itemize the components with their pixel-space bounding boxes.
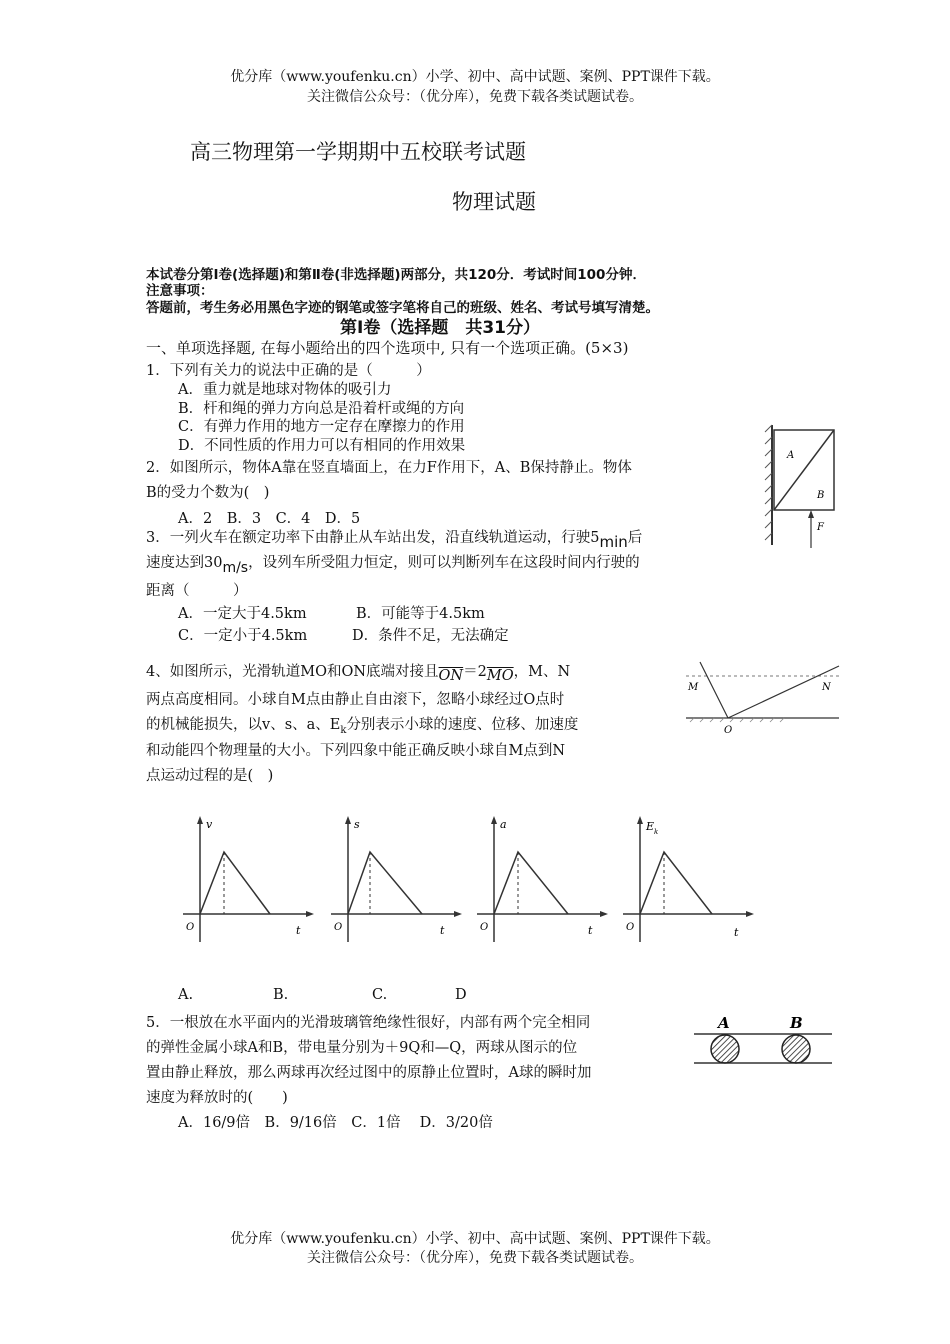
q5-figure (694, 1010, 834, 1070)
graph-b-ylabel: s (354, 818, 360, 831)
q3-line-2b: ，设列车所受阻力恒定，则可以判断列车在这段时间内行驶的 (248, 555, 640, 571)
q4-mo-segment: $\overline{MO}$ (486, 668, 514, 684)
q2-options: A．2 B．3 C．4 D．5 (178, 511, 361, 527)
q4-line-1 (146, 660, 571, 684)
footer-line-1: 优分库（www.youfenku.cn）小学、初中、高中试题、案例、PPT课件下载。 (230, 1231, 720, 1247)
section-heading: 第Ⅰ卷（选择题 共31分） (340, 318, 540, 338)
q1-stem: 1．下列有关力的说法中正确的是（ ） (146, 363, 431, 379)
q4-graph-c (472, 812, 612, 952)
q3-option-b: B．可能等于4.5km (356, 606, 485, 622)
graph-a-xlabel: t (296, 924, 301, 937)
q5-fig-label-a: A (718, 1014, 730, 1032)
q1-option-b: B．杆和绳的弹力方向总是沿着杆或绳的方向 (178, 401, 465, 417)
q4-figure (684, 658, 844, 738)
q4-line-3a: 的机械能损失，以v、s、a、E (146, 717, 341, 733)
graph-b-origin: O (334, 922, 343, 933)
q4-on-segment: $\overline{ON}$ (438, 668, 464, 684)
header-line-2: 关注微信公众号：（优分库），免费下载各类试题试卷。 (307, 89, 643, 105)
q3-unit-ms: m/s (222, 560, 249, 576)
q4-fig-label-o: O (724, 725, 733, 736)
q3-option-c: C．一定小于4.5km (178, 628, 308, 644)
q5-options: A．16/9倍 B．9/16倍 C．1倍 D．3/20倍 (178, 1115, 493, 1131)
q3-unit-min: min (599, 533, 628, 551)
q5-line-2: 的弹性金属小球A和B，带电量分别为＋9Q和—Q，两球从图示的位 (146, 1040, 578, 1056)
graph-label-b: B. (273, 987, 289, 1003)
q4-line-4: 和动能四个物理量的大小。下列四象中能正确反映小球自M点到N (146, 743, 566, 759)
q4-graph-b (326, 812, 466, 952)
q3-line-3: 距离（ ） (146, 583, 248, 599)
graph-a-origin: O (186, 922, 195, 933)
q3-option-a: A．一定大于4.5km (178, 606, 307, 622)
page-title: 高三物理第一学期期中五校联考试题 (190, 140, 526, 164)
q4-line-1b: ，M、N (513, 664, 571, 680)
q1-option-a: A．重力就是地球对物体的吸引力 (178, 382, 392, 398)
graph-d-ylabel-sub: k (654, 828, 659, 836)
part-heading: 一、单项选择题, 在每小题给出的四个选项中, 只有一个选项正确。(5×3) (146, 339, 629, 357)
q3-line-2 (146, 551, 640, 576)
exam-intro: 本试卷分第Ⅰ卷(选择题)和第Ⅱ卷(非选择题)两部分，共120分．考试时间100分钟． (146, 267, 646, 283)
q2-figure (765, 420, 845, 550)
attention-heading: 注意事项： (146, 283, 214, 299)
q4-line-2: 两点高度相同。小球自M点由静止自由滚下，忽略小球经过O点时 (146, 692, 565, 708)
q4-equals: ＝2 (463, 664, 487, 680)
q2-fig-label-a: A (787, 450, 795, 461)
q5-line-4: 速度为释放时的( ) (146, 1090, 288, 1106)
q2-fig-label-b: B (817, 490, 825, 501)
graph-c-origin: O (480, 922, 489, 933)
q4-fig-label-n: N (822, 682, 831, 693)
q4-line-3 (146, 713, 578, 736)
q3-line-1 (146, 526, 643, 551)
q2-line-1: 2．如图所示，物体A靠在竖直墙面上，在力F作用下，A、B保持静止。物体 (146, 460, 632, 476)
header-line-1: 优分库（www.youfenku.cn）小学、初中、高中试题、案例、PPT课件下载。 (230, 69, 720, 85)
footer-line-2: 关注微信公众号：（优分库），免费下载各类试题试卷。 (307, 1250, 643, 1266)
graph-d-ylabel: E (646, 820, 655, 833)
q2-line-2: B的受力个数为( ) (146, 485, 270, 501)
q4-line-1a: 4、如图所示，光滑轨道MO和ON底端对接且 (146, 664, 439, 680)
q4-fig-label-m: M (688, 682, 699, 693)
graph-label-c: C. (372, 987, 388, 1003)
graph-label-d: D (455, 987, 467, 1003)
graph-c-xlabel: t (588, 924, 593, 937)
q3-line-2a: 速度达到30 (146, 555, 223, 571)
graph-c-ylabel: a (500, 818, 507, 831)
graph-label-a: A. (178, 987, 194, 1003)
graph-d-origin: O (626, 922, 635, 933)
q1-option-d: D．不同性质的作用力可以有相同的作用效果 (178, 438, 466, 454)
q5-fig-label-b: B (790, 1014, 803, 1032)
graph-a-ylabel: v (206, 818, 213, 831)
q3-line-1b: 后 (627, 530, 643, 546)
exam-instruction: 答题前，考生务必用黑色字迹的钢笔或签字笔将自己的班级、姓名、考试号填写清楚。 (146, 300, 659, 316)
q4-line-5: 点运动过程的是( ) (146, 768, 274, 784)
q5-line-3: 置由静止释放，那么两球再次经过图中的原静止位置时，A球的瞬时加 (146, 1065, 592, 1081)
q2-fig-label-f: F (817, 522, 824, 533)
q4-graph-a (178, 812, 318, 952)
q1-option-c: C．有弹力作用的地方一定存在摩擦力的作用 (178, 419, 465, 435)
q4-line-3b: 分别表示小球的速度、位移、加速度 (346, 717, 579, 733)
page-subtitle: 物理试题 (452, 190, 536, 214)
q4-graph-d (618, 812, 758, 952)
q5-line-1: 5．一根放在水平面内的光滑玻璃管绝缘性很好，内部有两个完全相同 (146, 1015, 591, 1031)
q4-line-3-sub: k (340, 724, 347, 736)
q3-option-d: D．条件不足，无法确定 (352, 628, 509, 644)
graph-b-xlabel: t (440, 924, 445, 937)
q3-line-1a: 3．一列火车在额定功率下由静止从车站出发，沿直线轨道运动，行驶5 (146, 530, 600, 546)
graph-d-xlabel: t (734, 926, 739, 939)
